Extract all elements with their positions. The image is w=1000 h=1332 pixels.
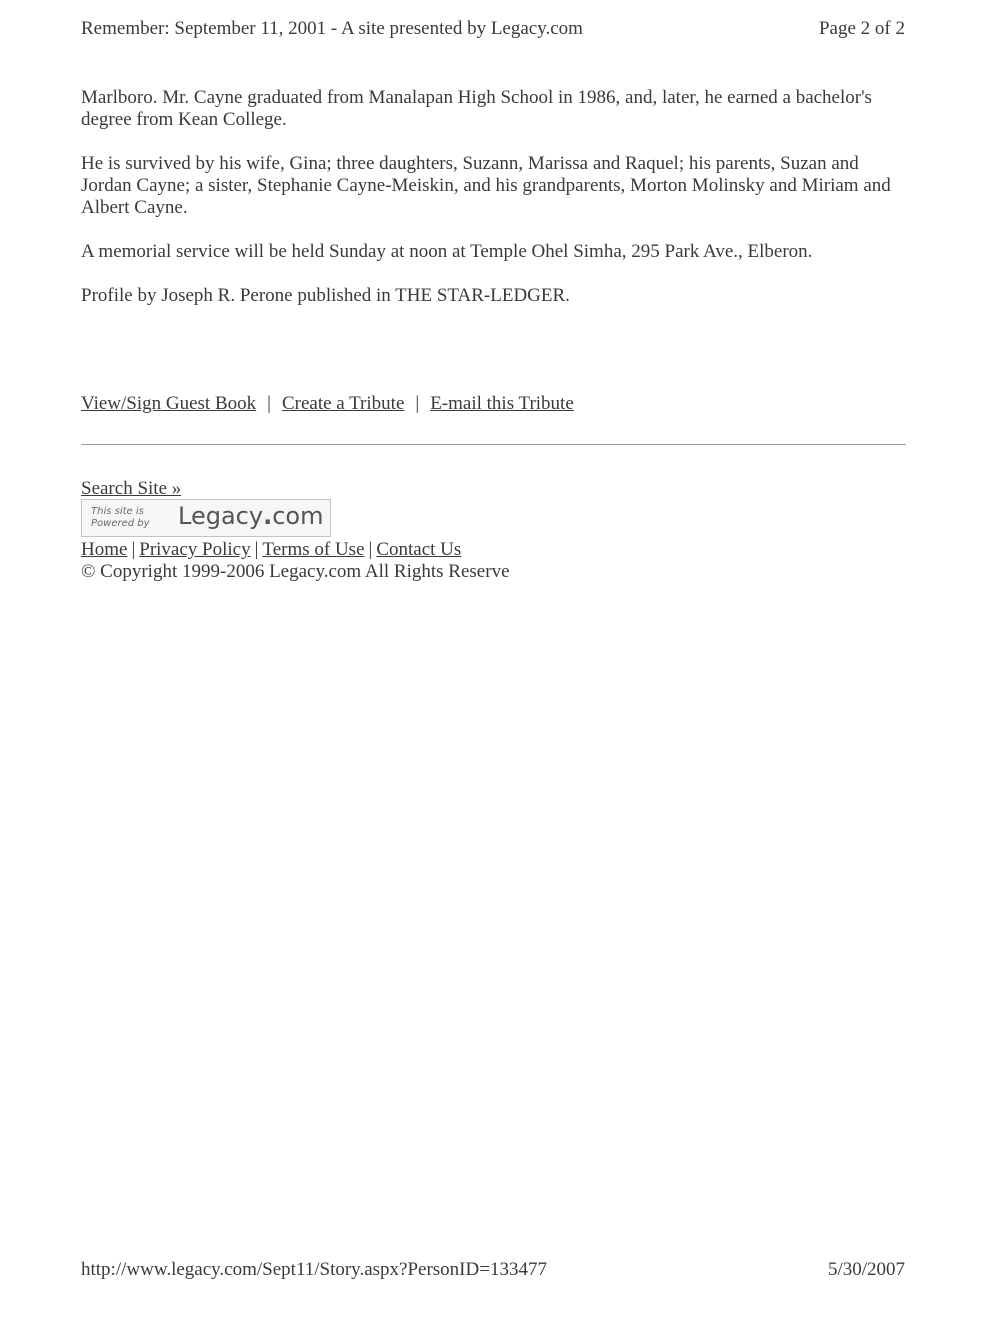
site-title: Remember: September 11, 2001 - A site presented by Legacy.com — [81, 18, 583, 39]
article-paragraph: A memorial service will be held Sunday at noon at Temple Ohel Simha, 295 Park Ave., Elberon. — [81, 241, 813, 262]
print-url: http://www.legacy.com/Sept11/Story.aspx?PersonID=133477 — [81, 1259, 547, 1280]
logo-dot: . — [263, 502, 273, 530]
tribute-links — [81, 393, 574, 415]
privacy-policy-link[interactable]: Privacy Policy — [139, 539, 251, 560]
footer-nav — [81, 539, 461, 561]
guest-book-link[interactable]: View/Sign Guest Book — [81, 393, 257, 414]
contact-us-link[interactable]: Contact Us — [376, 539, 462, 560]
legacy-logo — [178, 502, 323, 530]
nav-separator: | — [254, 539, 259, 560]
page-indicator: Page 2 of 2 — [818, 18, 905, 39]
search-site — [81, 478, 181, 500]
nav-separator: | — [131, 539, 136, 560]
print-date: 5/30/2007 — [827, 1259, 905, 1280]
article-paragraph: Marlboro. Mr. Cayne graduated from Manalapan High School in 1986, and, later, he earned a bachelor's degree from Kean College. — [81, 87, 872, 130]
nav-separator: | — [368, 539, 373, 560]
home-link[interactable]: Home — [81, 539, 128, 560]
link-separator: | — [267, 393, 271, 414]
email-tribute-link[interactable]: E-mail this Tribute — [430, 393, 574, 414]
badge-caption-line: Powered by — [91, 518, 150, 529]
divider — [81, 444, 906, 445]
article-body — [81, 87, 911, 329]
copyright-notice: © Copyright 1999-2006 Legacy.com All Rights Reserve — [81, 561, 510, 582]
article-paragraph: Profile by Joseph R. Perone published in THE STAR-LEDGER. — [81, 285, 570, 306]
terms-of-use-link[interactable]: Terms of Use — [262, 539, 365, 560]
search-site-link[interactable]: Search Site » — [81, 478, 182, 499]
logo-name: Legacy — [178, 502, 264, 530]
badge-caption — [91, 506, 150, 530]
badge-caption-line: This site is — [91, 506, 144, 517]
article-paragraph: He is survived by his wife, Gina; three daughters, Suzann, Marissa and Raquel; his parents, Suzan and Jordan Cayne; a sister, Stephanie Cayne-Meiskin, and his grandparents, Morton Molinsky and Miriam and Albert Cayne. — [81, 153, 891, 218]
logo-tld: com — [272, 502, 324, 530]
legacy-powered-badge[interactable] — [81, 499, 331, 537]
create-tribute-link[interactable]: Create a Tribute — [281, 393, 405, 414]
link-separator: | — [415, 393, 420, 414]
